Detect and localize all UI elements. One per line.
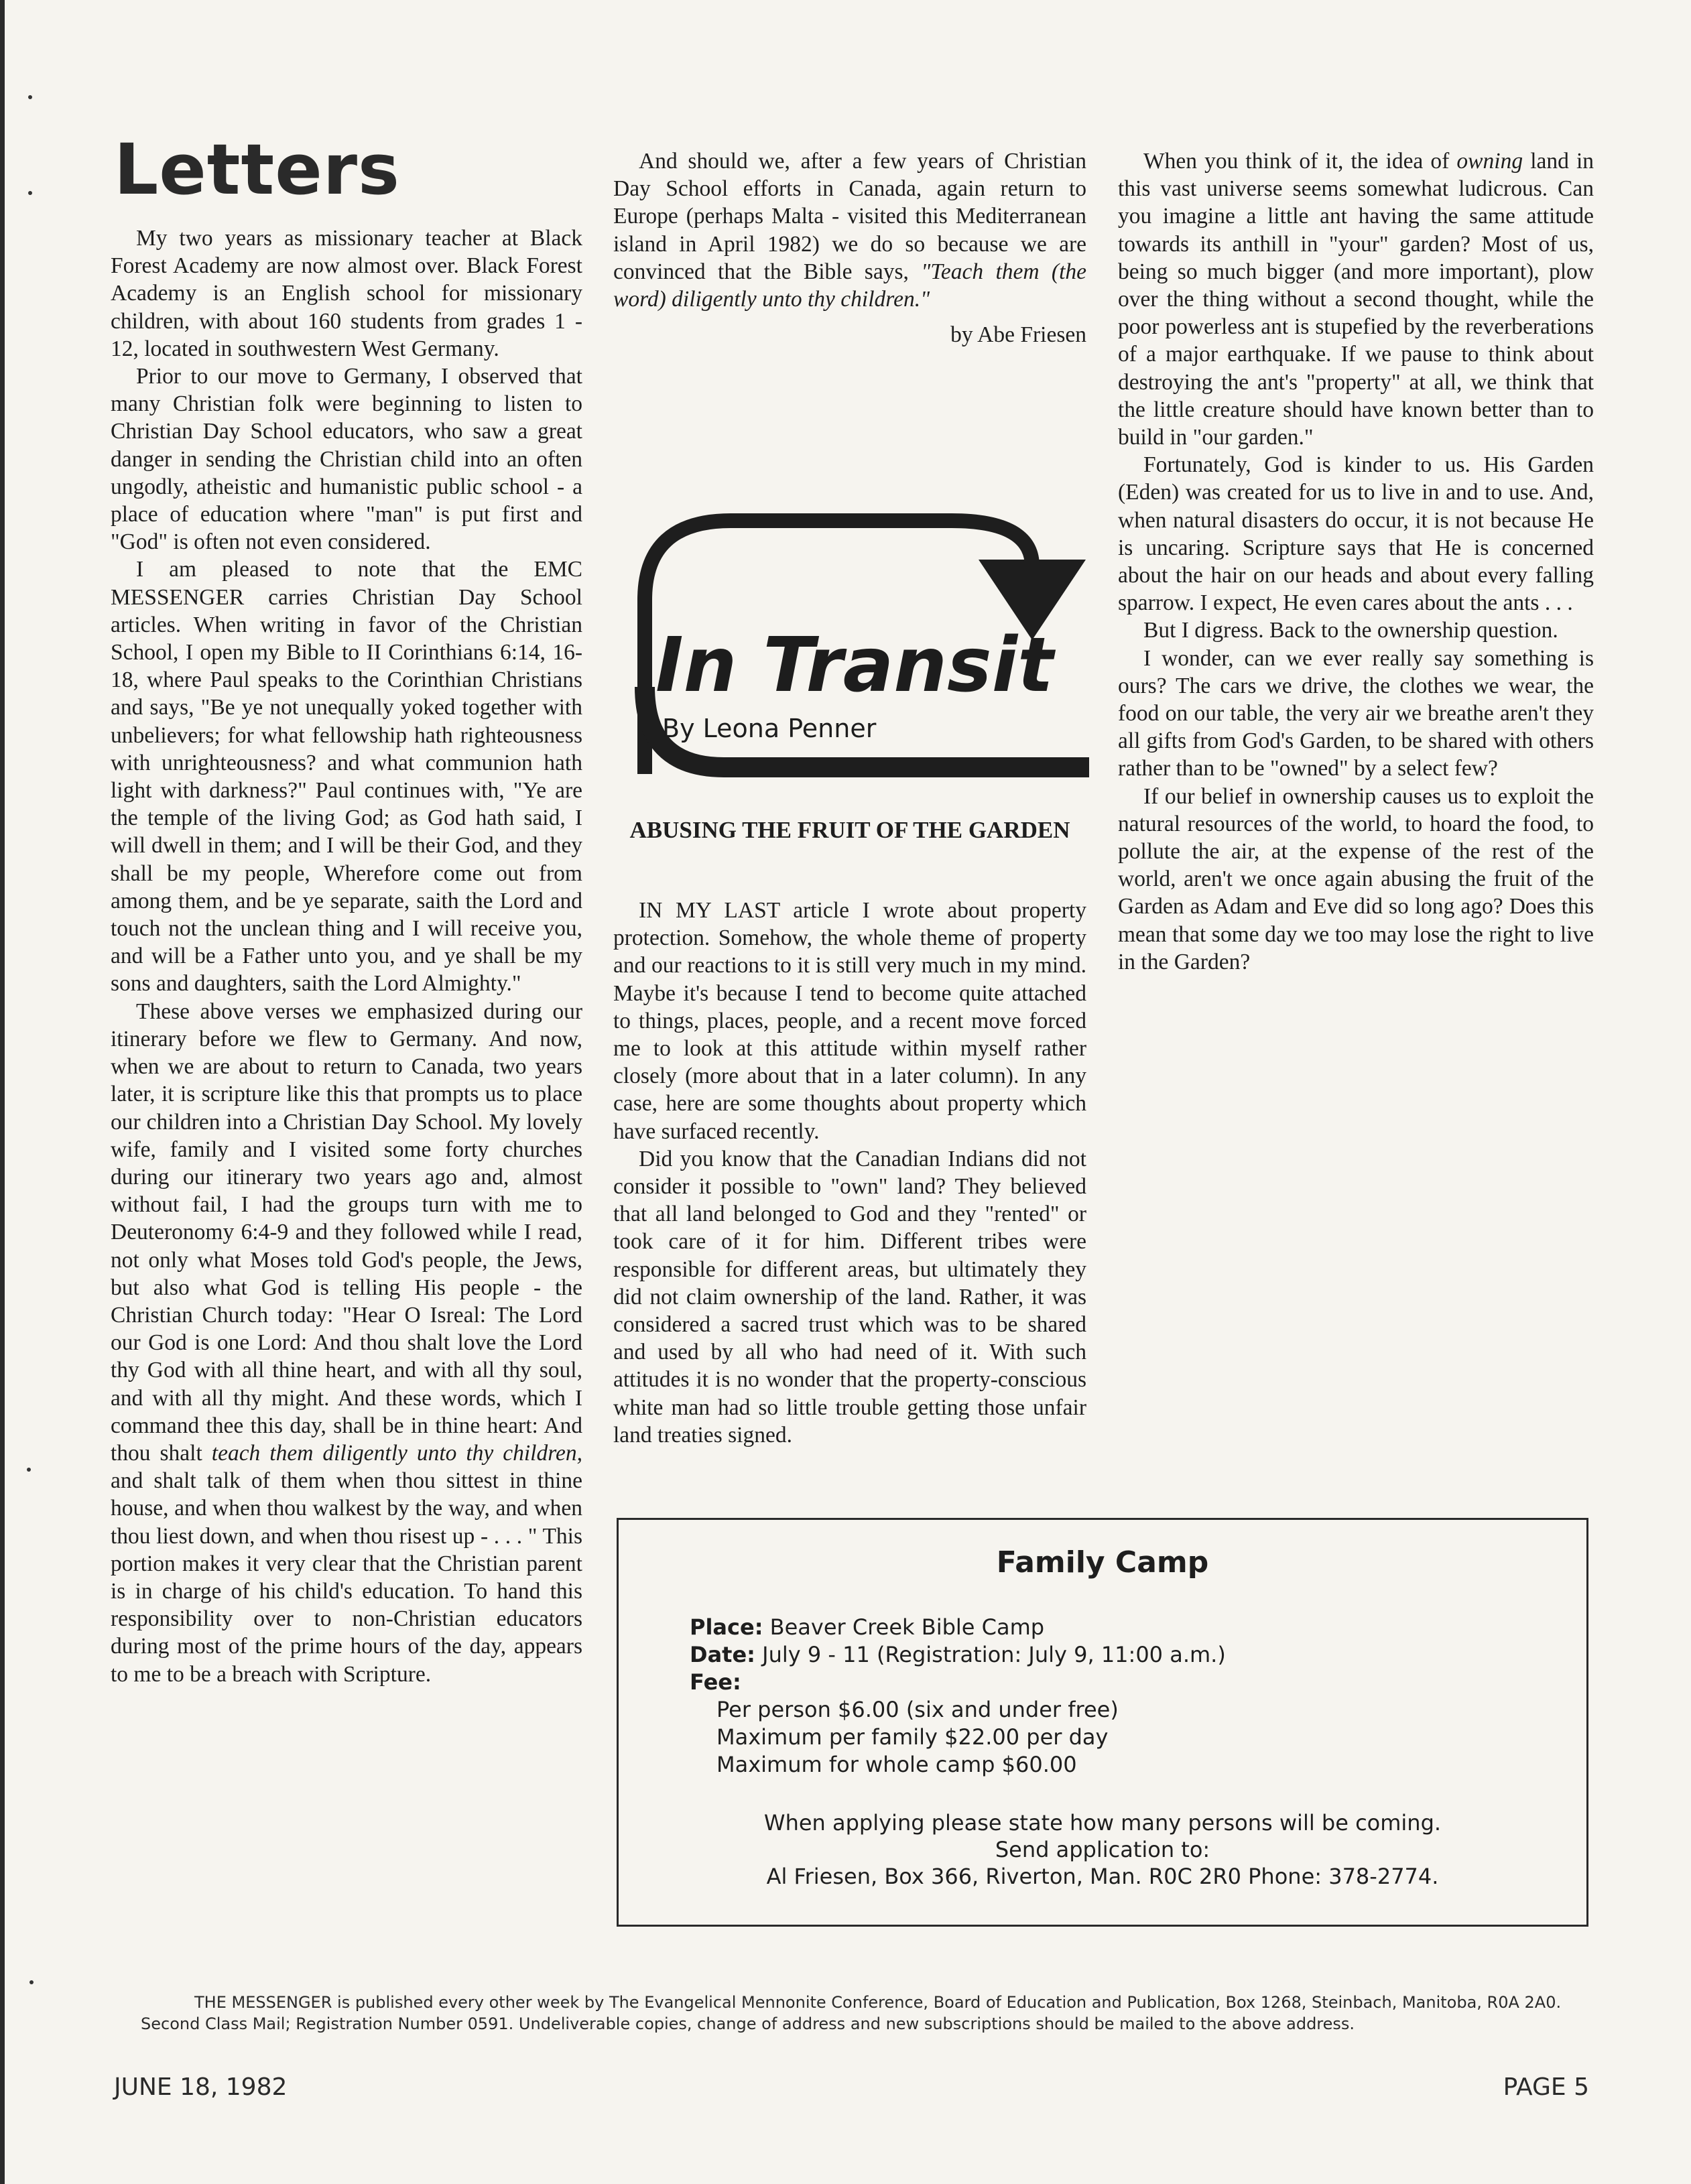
article-text: land in this vast universe seems somewhat ludicrous. Can you imagine a little ant having the same attitude towards its anthill in "your" garden? Most of us, being so much bigger (and more important), plow over the thing without a second thought, while the poor powerless ant is stupefied by the reverberations of a major earthquake. If we pause to think about destroying the ant's "property" at all, we think that the little creature should have known better than to build in "our garden." xyxy=(1118,149,1594,450)
scan-speck xyxy=(29,1980,34,1984)
camp-title: Family Camp xyxy=(996,1545,1209,1580)
letters-paragraph: My two years as missionary teacher at Black Forest Academy are now almost over. Black Forest Academy is an English school for missionary children, with about 160 students from grades 1 - 12, located in southwestern West Germany. xyxy=(111,226,582,361)
article-paragraph: But I digress. Back to the ownership question. xyxy=(1143,618,1558,643)
letters-quote: "Teach them (the word) diligently unto thy children." xyxy=(613,259,1086,312)
letters-emphasis: teach them diligently unto thy children, xyxy=(211,1440,583,1466)
camp-details xyxy=(690,1614,1226,1779)
article-paragraph: Did you know that the Canadian Indians did not consider it possible to "own" land? They believed that all land belonged to God and they "rented" or took care of it for him. Different tribes were responsible for different areas, but ultimately they did not claim ownership of the land. Rather, it was considered a sacred trust which was to be shared and used by all who had need of it. With such attitudes it is no wonder that the property-conscious white man had so little trouble getting those unfair land treaties signed. xyxy=(613,1146,1086,1448)
camp-place-line xyxy=(690,1614,1226,1641)
column-byline: By Leona Penner xyxy=(662,714,877,743)
camp-fee-item: Maximum per family $22.00 per day xyxy=(716,1724,1109,1750)
letters-text: These above verses we emphasized during our itinerary before we flew to Germany. And now, when we are about to return to Canada, two years later, it is scripture like this that prompts us to place our children into a Christian Day School. My lovely wife, family and I visited some forty churches during our itinerary two years ago and, almost without fail, I had the groups turn with me to Deuteronomy 6:4-9 and they followed while I read, not only what Moses told God's people, the Jews, but also what God is telling His people - the Christian Church today: "Hear O Isreal: The Lord our God is one Lord: And thou shalt love the Lord thy God with all thine heart, and with all thy soul, and with all thy might. And these words, which I command thee this day, shall be in thine heart: And thou shalt xyxy=(111,999,582,1466)
letters-paragraph xyxy=(613,147,1086,313)
letters-title: Letters xyxy=(114,129,400,210)
letters-column-2 xyxy=(613,147,1086,348)
letters-text: And should we, after a few years of Christian Day School efforts in Canada, again return to Europe (perhaps Malta - visited this Mediterranean island in April 1982) we do so because we are convinced that the Bible says, xyxy=(613,149,1086,284)
scan-speck xyxy=(28,191,32,195)
scan-edge xyxy=(0,0,5,2184)
family-camp-box xyxy=(617,1518,1588,1927)
camp-note: When applying please state how many persons will be coming. xyxy=(763,1810,1442,1836)
scan-speck xyxy=(27,1468,31,1472)
letters-text: and shalt talk of them when thou sittest in thine house, and when thou walkest by the way, and when thou liest down, and when thou risest up - . . . " This portion makes it very clear that the Christian parent is in charge of his child's education. To hand this responsibility over to non-Christian educators during most of the prime hours of the day, appears to me to be a breach with Scripture. xyxy=(111,1468,582,1687)
article-emphasis: owning xyxy=(1456,149,1523,174)
article-column-2 xyxy=(613,897,1086,1449)
letters-byline: by Abe Friesen xyxy=(950,322,1086,348)
camp-place: Beaver Creek Bible Camp xyxy=(769,1614,1045,1640)
camp-date: July 9 - 11 (Registration: July 9, 11:00 a.m.) xyxy=(762,1642,1226,1667)
article-paragraph xyxy=(1118,147,1594,451)
article-paragraph: I wonder, can we ever really say something is ours? The cars we drive, the clothes we wear, the food on our table, the very air we breathe aren't they all gifts from God's Garden, to be shared with others rather than to be "owned" by a select few? xyxy=(1118,645,1594,781)
camp-contact: Al Friesen, Box 366, Riverton, Man. R0C 2R0 Phone: 378-2774. xyxy=(766,1864,1439,1889)
camp-application xyxy=(619,1809,1586,1890)
camp-date-line xyxy=(690,1641,1226,1669)
letters-paragraph: Prior to our move to Germany, I observed that many Christian folk were beginning to listen to Christian Day School educators, who saw a great danger in sending the Christian child into an often ungodly, atheistic and humanistic public school - a place of education where "man" is put first and "God" is often not even considered. xyxy=(111,364,582,555)
publisher-note: THE MESSENGER is published every other week by The Evangelical Mennonite Conference, Board of Education and Publication, Box 1268, Steinbach, Manitoba, R0A 2A0. Second Class Mail; Registration Number 0591. Undeliverable copies, change of address and new subscriptions should be mailed to the above address. xyxy=(141,1993,1562,2033)
camp-fee-item: Maximum for whole camp $60.00 xyxy=(716,1752,1077,1777)
article-paragraph: Fortunately, God is kinder to us. His Garden (Eden) was created for us to live in and to use. And, when natural disasters do occur, it is not because He is uncaring. Scripture says that He is concerned about the hair on our heads and about every falling sparrow. I expect, He even cares about the ants . . . xyxy=(1118,452,1594,616)
letters-paragraph: I am pleased to note that the EMC MESSENGER carries Christian Day School articles. When writing in favor of the Christian School, I open my Bible to II Corinthians 6:14, 16-18, where Paul speaks to the Corinthian Christians and says, "Be ye not unequally yoked together with unbelievers; for what fellowship hath righteousness with unrighteousness? and what communion hath light with darkness?" Paul continues with, "Ye are the temple of the living God; as God hath said, I will dwell in them; and I will be their God, and they shall be my people, Wherefore come out from among them, and be ye separate, saith the Lord and touch not the unclean thing and I will receive you, and will be a Father unto you, and ye shall be my sons and daughters, saith the Lord Almighty." xyxy=(111,557,582,997)
page-number: PAGE 5 xyxy=(1503,2073,1589,2101)
issue-date: JUNE 18, 1982 xyxy=(114,2073,288,2101)
camp-fee-item: Per person $6.00 (six and under free) xyxy=(716,1697,1119,1722)
camp-send: Send application to: xyxy=(995,1837,1210,1862)
letters-column-1 xyxy=(111,224,582,1688)
camp-date-label: Date: xyxy=(690,1642,755,1667)
article-paragraph: IN MY LAST article I wrote about property protection. Somehow, the whole theme of property and our reactions to it is still very much in my mind. Maybe it's because I tend to become quite attached to things, places, people, and a recent move forced me to look at this attitude within myself rather closely (more about that in a later column). In any case, here are some thoughts about property which have surfaced recently. xyxy=(613,898,1086,1144)
camp-place-label: Place: xyxy=(690,1614,763,1640)
article-column-3 xyxy=(1118,147,1594,976)
article-paragraph: If our belief in ownership causes us to exploit the natural resources of the world, to hoard the food, to pollute the air, at the expense of the rest of the world, aren't we once again abusing the fruit of the Garden as Adam and Eve did so long ago? Does this mean that some day we too may lose the right to live in the Garden? xyxy=(1118,783,1594,974)
column-banner xyxy=(603,486,1099,787)
column-title: In Transit xyxy=(655,622,1054,709)
article-text: When you think of it, the idea of xyxy=(1143,149,1450,174)
scan-speck xyxy=(28,95,32,99)
article-headline: ABUSING THE FRUIT OF THE GARDEN xyxy=(629,817,1070,843)
camp-fee-label: Fee: xyxy=(690,1669,741,1695)
letters-paragraph xyxy=(111,998,582,1688)
